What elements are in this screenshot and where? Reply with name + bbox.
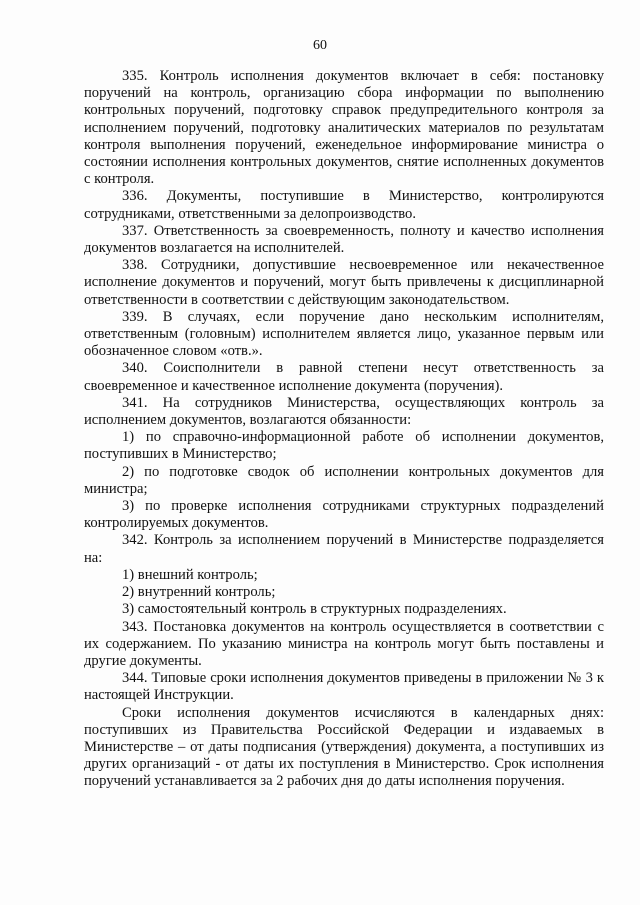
paragraph-337: 337. Ответственность за своевременность, полноту и качество исполнения документов возлагается на исполнителей. (84, 222, 604, 257)
list-item-342-2: 2) внутренний контроль; (122, 584, 276, 601)
paragraph-343: 343. Постановка документов на контроль осуществляется в соответствии с их содержанием. По указанию министра на контроль могут быть поставлены и другие документы. (84, 618, 604, 669)
paragraph-341: 341. На сотрудников Министерства, осуществляющих контроль за исполнением документов, возлагаются обязанности: (84, 394, 604, 429)
page-number: 60 (313, 38, 327, 53)
paragraph-344: 344. Типовые сроки исполнения документов приведены в приложении № 3 к настоящей Инструкции. (84, 670, 604, 704)
paragraph-335: 335. Контроль исполнения документов включает в себя: постановку поручений на контроль, организацию сбора информации по выполнению контрольных поручений, подготовку справок предупредительного контроля за исполнением поручений, подготовку аналитических материалов по результатам контроля выполнения поручений, еженедельное информирование министра о состоянии исполнения контрольных документов, снятие исполненных документов с контроля. (84, 68, 604, 188)
document-body (84, 68, 604, 791)
list-item-341-2: 2) по подготовке сводок об исполнении контрольных документов для министра; (84, 463, 604, 497)
paragraph-342: 342. Контроль за исполнением поручений в Министерстве подразделяется на: (84, 532, 604, 566)
paragraph-deadlines: Сроки исполнения документов исчисляются в календарных днях: поступивших из Правительства Российской Федерации и издаваемых в Министерстве – от даты подписания (утверждения) документа, а поступивших из других организаций - от даты их поступления в Министерство. Срок исполнения поручений устанавливается за 2 рабочих дня до даты исполнения поручения. (84, 704, 604, 790)
list-item-342-3: 3) самостоятельный контроль в структурных подразделениях. (122, 601, 507, 618)
paragraph-338: 338. Сотрудники, допустившие несвоевременное или некачественное исполнение документов и поручений, могут быть привлечены к дисциплинарной ответственности в соответствии с действующим законодательством. (84, 257, 604, 308)
paragraph-340: 340. Соисполнители в равной степени несут ответственность за своевременное и качественное исполнение документа (поручения). (84, 360, 604, 394)
paragraph-336: 336. Документы, поступившие в Министерство, контролируются сотрудниками, ответственными за делопроизводство. (84, 188, 604, 222)
paragraph-339: 339. В случаях, если поручение дано нескольким исполнителям, ответственным (головным) исполнителем является лицо, указанное первым или обозначенное словом «отв.». (84, 308, 604, 360)
list-item-341-3: 3) по проверке исполнения сотрудниками структурных подразделений контролируемых документов. (84, 498, 604, 532)
list-item-342-1: 1) внешний контроль; (122, 566, 258, 583)
list-item-341-1: 1) по справочно-информационной работе об исполнении документов, поступивших в Министерство; (84, 429, 604, 463)
